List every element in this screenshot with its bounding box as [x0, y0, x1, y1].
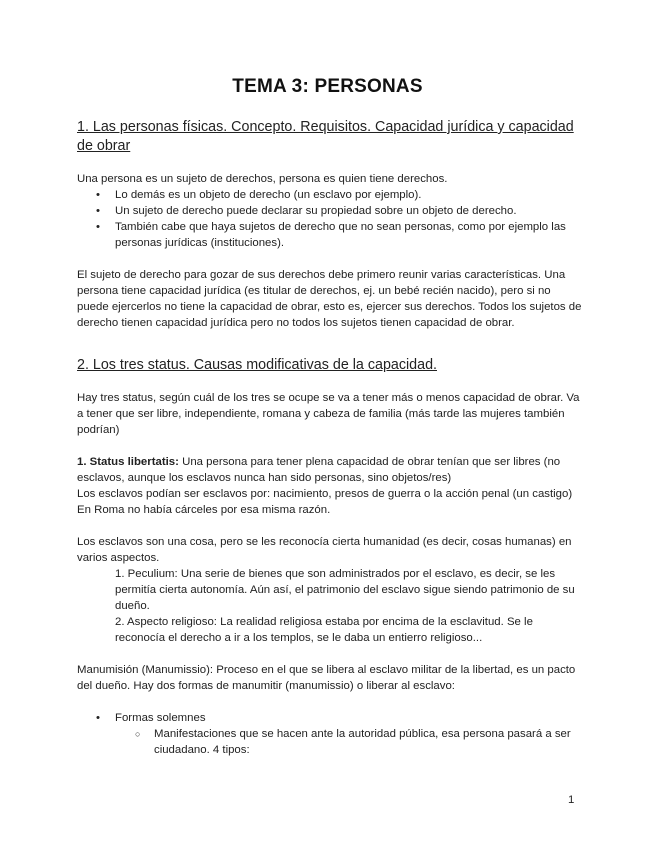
formas-list [77, 710, 582, 758]
status-libertatis-text: Una persona para tener plena capacidad de obrar tenían que ser libres (no esclavos, aunque los esclavos nunca han sido personas, sino objetos/res) [77, 456, 561, 484]
bullet-item: • También cabe que haya sujetos de derecho que no sean personas, como por ejemplo las personas jurídicas (instituciones). [77, 219, 582, 251]
section-1-body [77, 171, 582, 331]
bullet-item: • Un sujeto de derecho puede declarar su propiedad sobre un objeto de derecho. [77, 203, 582, 219]
section-1-heading: 1. Las personas físicas. Concepto. Requisitos. Capacidad jurídica y capacidad de obrar [77, 119, 574, 154]
aspecto-peculium: 1. Peculium: Una serie de bienes que son administrados por el esclavo, es decir, se les permitía cierta autonomía. Aún así, el patrimonio del esclavo sigue siendo patrimonio de su dueño. [115, 568, 575, 612]
section-2-intro: Hay tres status, según cuál de los tres se ocupe se va a tener más o menos capacidad de obrar. Va a tener que ser libre, independiente, romana y cabeza de familia (más tarde las mujeres también podrían) [77, 392, 580, 436]
bullet-item: • Formas solemnes [77, 710, 582, 726]
humanidad-paragraph: Los esclavos son una cosa, pero se les reconocía cierta humanidad (es decir, cosas humanas) en varios aspectos. [77, 536, 572, 564]
section-2-heading: 2. Los tres status. Causas modificativas de la capacidad. [77, 357, 437, 373]
bullet-item: • Lo demás es un objeto de derecho (un esclavo por ejemplo). [77, 187, 582, 203]
section-2-body [77, 390, 582, 758]
sub-bullet-item: ○ Manifestaciones que se hacen ante la autoridad pública, esa persona pasará a ser ciudadano. 4 tipos: [77, 726, 582, 758]
document-title: TEMA 3: PERSONAS [232, 76, 423, 97]
status-libertatis-paragraph [77, 454, 582, 486]
esclavos-origen-paragraph: Los esclavos podían ser esclavos por: nacimiento, presos de guerra o la acción penal (un castigo) En Roma no había cárceles por esa misma razón. [77, 488, 573, 516]
section-1-bullet-list [77, 187, 582, 251]
page-number: 1 [568, 794, 575, 806]
aspecto-religioso: 2. Aspecto religioso: La realidad religiosa estaba por encima de la esclavitud. Se le reconocía el derecho a ir a los templos, se le daba un entierro religioso... [115, 616, 533, 644]
status-libertatis-label: 1. Status libertatis: [77, 456, 179, 468]
manumision-paragraph: Manumisión (Manumissio): Proceso en el que se libera al esclavo militar de la libertad, es un pacto del dueño. Hay dos formas de manumitir (manumissio) o liberar al esclavo: [77, 664, 576, 692]
section-1-paragraph: El sujeto de derecho para gozar de sus derechos debe primero reunir varias características. Una persona tiene capacidad jurídica (es titular de derechos, ej. un bebé recién nacido), pero si no puede ejercerlos no tiene la capacidad de obrar, esto es, ejercer sus derechos. Todos los sujetos de derecho tienen capacidad jurídica pero no todos los sujetos tienen capacidad de obrar. [77, 269, 582, 329]
section-1-intro: Una persona es un sujeto de derechos, persona es quien tiene derechos. [77, 173, 448, 185]
